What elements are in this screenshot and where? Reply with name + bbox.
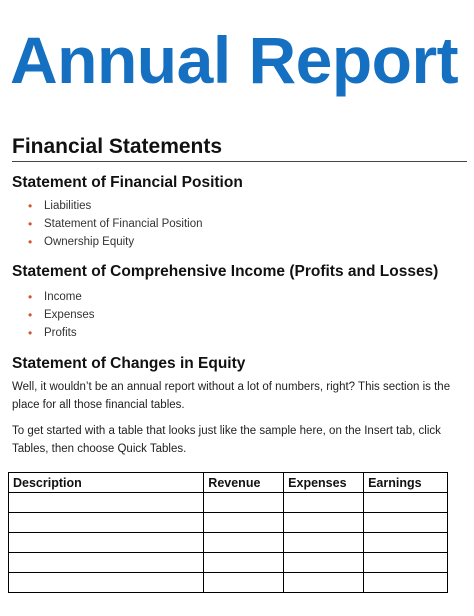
table-row — [9, 513, 448, 533]
bullet-icon: • — [28, 290, 33, 304]
table-cell — [9, 553, 204, 573]
table-header-row — [9, 473, 448, 493]
bullet-icon: • — [28, 235, 33, 249]
financial-table — [8, 472, 448, 593]
table-cell — [9, 493, 204, 513]
list-item: • Income — [28, 290, 82, 304]
list-item: • Statement of Financial Position — [28, 217, 203, 231]
list-item: • Liabilities — [28, 199, 92, 213]
bullet-icon: • — [28, 199, 33, 213]
table-cell — [284, 533, 364, 553]
table-row — [9, 573, 448, 593]
table-cell — [204, 513, 284, 533]
list-item: • Expenses — [28, 308, 95, 322]
table-cell — [204, 553, 284, 573]
table-cell — [284, 573, 364, 593]
table-cell — [284, 553, 364, 573]
bullet-icon: • — [28, 326, 33, 340]
table-cell — [204, 573, 284, 593]
subheading-changes-in-equity: Statement of Changes in Equity — [12, 355, 246, 372]
table-cell — [9, 533, 204, 553]
paragraph-table-instructions: To get started with a table that looks just like the sample here, on the Insert tab, click Tables, then choose Quick Tables. — [12, 425, 441, 455]
subheading-comprehensive-income: Statement of Comprehensive Income (Profits and Losses) — [12, 263, 439, 280]
bullet-icon: • — [28, 217, 33, 231]
section-heading-financial-statements: Financial Statements — [12, 134, 467, 162]
table-row — [9, 533, 448, 553]
header-description: Description — [9, 473, 204, 493]
list-financial-position — [28, 197, 203, 251]
header-earnings: Earnings — [364, 473, 448, 493]
table-cell — [204, 493, 284, 513]
header-revenue: Revenue — [204, 473, 284, 493]
header-expenses: Expenses — [284, 473, 364, 493]
report-title: Annual Report — [10, 23, 459, 97]
table-row — [9, 553, 448, 573]
table-cell — [284, 513, 364, 533]
table-cell — [364, 533, 448, 553]
paragraph-equity-intro: Well, it wouldn’t be an annual report without a lot of numbers, right? This section is the place for all those financial tables. — [12, 381, 451, 411]
table-cell — [204, 533, 284, 553]
bullet-icon: • — [28, 308, 33, 322]
table-cell — [9, 513, 204, 533]
table-cell — [9, 573, 204, 593]
list-item: • Ownership Equity — [28, 235, 135, 249]
table-row — [9, 493, 448, 513]
table-cell — [364, 553, 448, 573]
table-cell — [364, 573, 448, 593]
table-cell — [284, 493, 364, 513]
table-cell — [364, 513, 448, 533]
table-cell — [364, 493, 448, 513]
subheading-financial-position: Statement of Financial Position — [12, 174, 243, 191]
list-item: • Profits — [28, 326, 77, 340]
list-comprehensive-income — [28, 288, 95, 342]
